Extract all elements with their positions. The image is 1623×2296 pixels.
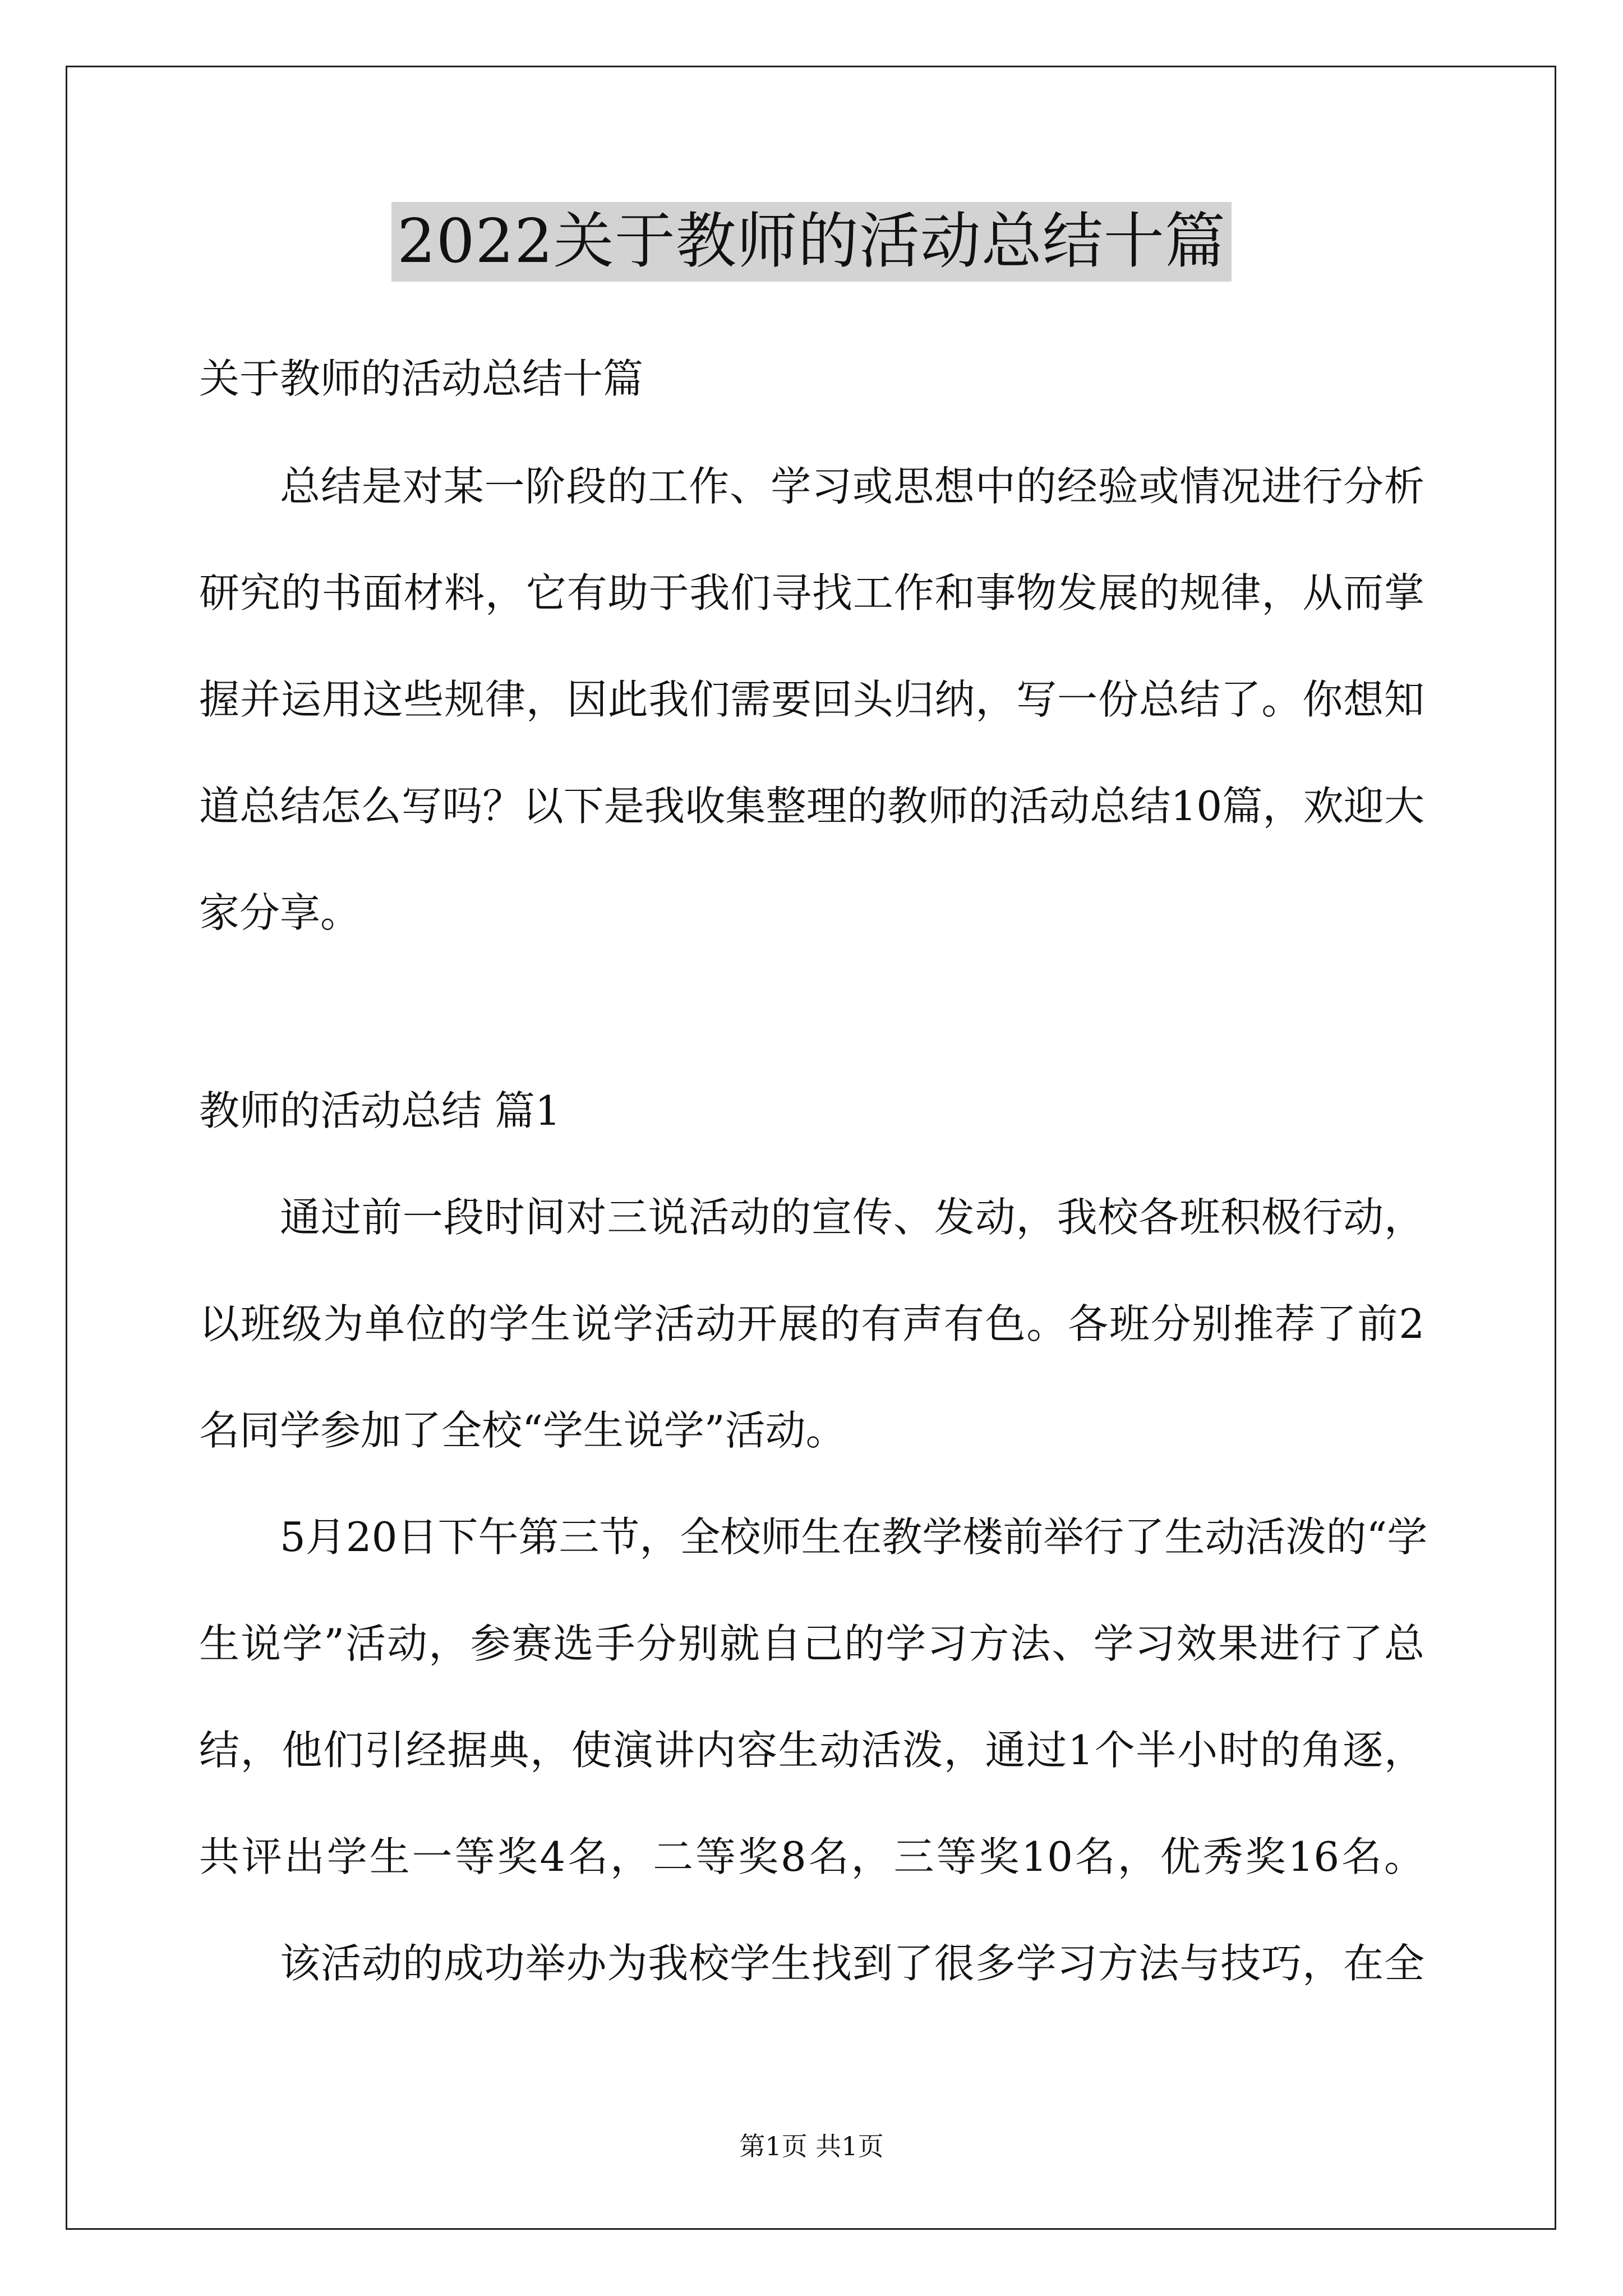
paragraph-line: 生说学”活动，参赛选手分别就自己的学习方法、学习效果进行了总 xyxy=(199,1620,1424,1667)
paragraph-line: 5月20日下午第三节，全校师生在教学楼前举行了生动活泼的“学 xyxy=(280,1513,1428,1561)
title-container xyxy=(0,202,1623,282)
paragraph-line: 该活动的成功举办为我校学生找到了很多学习方法与技巧，在全 xyxy=(280,1940,1424,1987)
intro-line: 道总结怎么写吗？以下是我收集整理的教师的活动总结10篇，欢迎大 xyxy=(199,783,1424,830)
paragraph-line: 通过前一段时间对三说活动的宣传、发动，我校各班积极行动， xyxy=(280,1194,1424,1241)
intro-line: 研究的书面材料，它有助于我们寻找工作和事物发展的规律，从而掌 xyxy=(199,569,1424,616)
intro-line: 总结是对某一阶段的工作、学习或思想中的经验或情况进行分析 xyxy=(280,463,1424,510)
intro-line: 家分享。 xyxy=(199,889,361,936)
paragraph-line: 共评出学生一等奖4名，二等奖8名，三等奖10名，优秀奖16名。 xyxy=(199,1833,1424,1880)
paragraph-line: 结，他们引经据典，使演讲内容生动活泼，通过1个半小时的角逐， xyxy=(199,1727,1424,1774)
paragraph-line: 名同学参加了全校“学生说学”活动。 xyxy=(199,1407,846,1454)
intro-line: 握并运用这些规律，因此我们需要回头归纳，写一份总结了。你想知 xyxy=(199,676,1424,723)
page-footer: 第1页 共1页 xyxy=(739,2131,884,2161)
paragraph-line: 以班级为单位的学生说学活动开展的有声有色。各班分别推荐了前2 xyxy=(199,1300,1424,1347)
document-title: 2022关于教师的活动总结十篇 xyxy=(391,202,1232,282)
section-heading: 教师的活动总结 篇1 xyxy=(199,1087,561,1134)
document-subtitle: 关于教师的活动总结十篇 xyxy=(199,355,644,402)
